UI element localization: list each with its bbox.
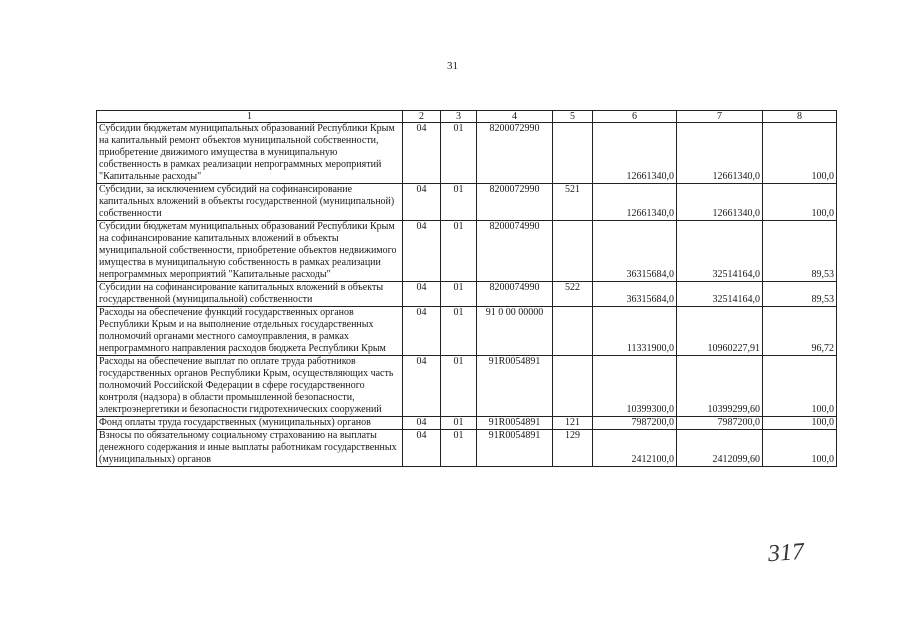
- row-name: Субсидии бюджетам муниципальных образований Республики Крым на софинансирование капитальных вложений в объекты муниципальной собственности, приобретение объектов недвижимого имущества в муниципальную собственность в рамках реализации непрограммных мероприятий "Капитальные расходы": [97, 221, 403, 282]
- table-row: [97, 221, 837, 282]
- row-executed: 2412099,60: [677, 430, 763, 467]
- row-target-code: 8200072990: [477, 123, 553, 184]
- row-target-code: 8200074990: [477, 282, 553, 307]
- row-planned: 36315684,0: [593, 282, 677, 307]
- row-name: Расходы на обеспечение выплат по оплате труда работников государственных органов Республики Крым, осуществляющих часть полномочий Российской Федерации в сфере государственного контроля (надзора) в области промышленной безопасности, электроэнергетики и безопасности гидротехнических сооружений: [97, 356, 403, 417]
- table-row: [97, 123, 837, 184]
- table-header-row: [97, 111, 837, 123]
- row-executed: 12661340,0: [677, 123, 763, 184]
- row-percent: 100,0: [763, 417, 837, 430]
- handwritten-page-mark: 317: [767, 538, 805, 568]
- row-executed: 7987200,0: [677, 417, 763, 430]
- row-expense-type: [553, 221, 593, 282]
- row-name: Субсидии, за исключением субсидий на софинансирование капитальных вложений в объекты государственной (муниципальной) собственности: [97, 184, 403, 221]
- row-executed: 32514164,0: [677, 282, 763, 307]
- row-target-code: 91 0 00 00000: [477, 307, 553, 356]
- column-header: 6: [593, 111, 677, 123]
- row-percent: 89,53: [763, 221, 837, 282]
- row-percent: 100,0: [763, 184, 837, 221]
- row-target-code: 91R0054891: [477, 417, 553, 430]
- row-percent: 100,0: [763, 123, 837, 184]
- column-header: 7: [677, 111, 763, 123]
- table-row: [97, 184, 837, 221]
- row-planned: 12661340,0: [593, 123, 677, 184]
- row-planned: 10399300,0: [593, 356, 677, 417]
- row-planned: 2412100,0: [593, 430, 677, 467]
- row-executed: 12661340,0: [677, 184, 763, 221]
- row-subsection-code: 01: [441, 417, 477, 430]
- row-expense-type: 129: [553, 430, 593, 467]
- row-section-code: 04: [403, 417, 441, 430]
- row-section-code: 04: [403, 184, 441, 221]
- row-expense-type: 121: [553, 417, 593, 430]
- row-expense-type: 522: [553, 282, 593, 307]
- row-target-code: 91R0054891: [477, 356, 553, 417]
- row-section-code: 04: [403, 430, 441, 467]
- row-section-code: 04: [403, 356, 441, 417]
- row-executed: 10399299,60: [677, 356, 763, 417]
- row-expense-type: [553, 307, 593, 356]
- row-planned: 11331900,0: [593, 307, 677, 356]
- row-expense-type: 521: [553, 184, 593, 221]
- row-percent: 100,0: [763, 356, 837, 417]
- row-planned: 12661340,0: [593, 184, 677, 221]
- page-number: 31: [447, 60, 458, 72]
- row-name: Взносы по обязательному социальному страхованию на выплаты денежного содержания и иные выплаты работникам государственных (муниципальных) органов: [97, 430, 403, 467]
- column-header: 8: [763, 111, 837, 123]
- row-subsection-code: 01: [441, 282, 477, 307]
- column-header: 2: [403, 111, 441, 123]
- row-subsection-code: 01: [441, 221, 477, 282]
- table-row: [97, 417, 837, 430]
- table-row: [97, 356, 837, 417]
- row-percent: 96,72: [763, 307, 837, 356]
- row-section-code: 04: [403, 307, 441, 356]
- column-header: 4: [477, 111, 553, 123]
- row-expense-type: [553, 356, 593, 417]
- row-subsection-code: 01: [441, 356, 477, 417]
- row-percent: 89,53: [763, 282, 837, 307]
- row-name: Фонд оплаты труда государственных (муниципальных) органов: [97, 417, 403, 430]
- row-executed: 32514164,0: [677, 221, 763, 282]
- table-row: [97, 282, 837, 307]
- row-section-code: 04: [403, 123, 441, 184]
- row-target-code: 8200074990: [477, 221, 553, 282]
- budget-table: [96, 110, 837, 467]
- row-planned: 7987200,0: [593, 417, 677, 430]
- row-subsection-code: 01: [441, 307, 477, 356]
- row-target-code: 8200072990: [477, 184, 553, 221]
- row-subsection-code: 01: [441, 123, 477, 184]
- row-name: Субсидии на софинансирование капитальных вложений в объекты государственной (муниципальной) собственности: [97, 282, 403, 307]
- row-subsection-code: 01: [441, 430, 477, 467]
- row-section-code: 04: [403, 282, 441, 307]
- column-header: 3: [441, 111, 477, 123]
- row-section-code: 04: [403, 221, 441, 282]
- row-name: Расходы на обеспечение функций государственных органов Республики Крым и на выполнение отдельных государственных полномочий органами местного самоуправления, в рамках непрограммного направления расходов бюджета Республики Крым: [97, 307, 403, 356]
- row-target-code: 91R0054891: [477, 430, 553, 467]
- row-expense-type: [553, 123, 593, 184]
- row-name: Субсидии бюджетам муниципальных образований Республики Крым на капитальный ремонт объектов муниципальной собственности, приобретение движимого имущества в муниципальную собственность в рамках реализации непрограммных мероприятий "Капитальные расходы": [97, 123, 403, 184]
- row-percent: 100,0: [763, 430, 837, 467]
- column-header: 1: [97, 111, 403, 123]
- table-row: [97, 430, 837, 467]
- row-executed: 10960227,91: [677, 307, 763, 356]
- table-row: [97, 307, 837, 356]
- column-header: 5: [553, 111, 593, 123]
- row-subsection-code: 01: [441, 184, 477, 221]
- row-planned: 36315684,0: [593, 221, 677, 282]
